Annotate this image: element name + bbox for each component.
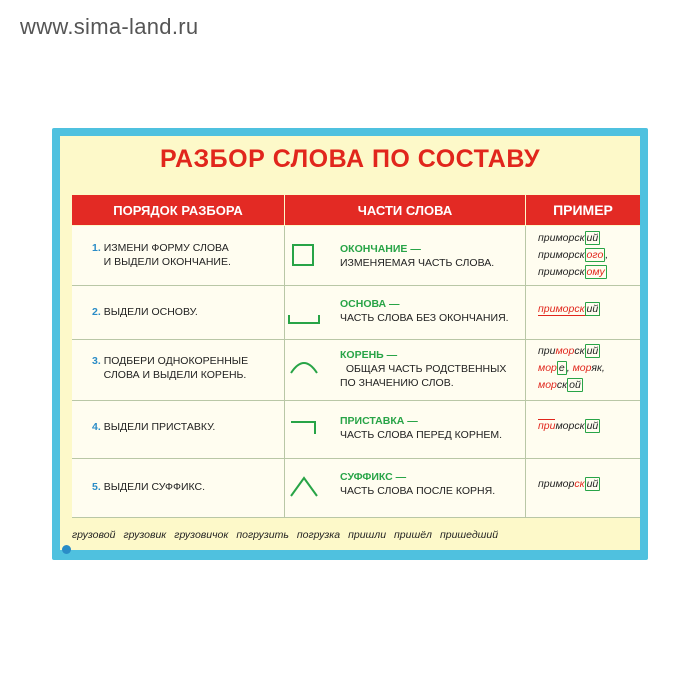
step-text [92, 354, 248, 382]
word-example: пришли [348, 529, 387, 541]
corner-icon [287, 412, 321, 446]
bracket-icon [287, 295, 321, 329]
example-text: приморск ий приморск ого , приморск ому [538, 232, 609, 278]
example-text: приморск ий [538, 303, 599, 315]
step-number: 2. [92, 306, 101, 318]
part-desc: ОБЩАЯ ЧАСТЬ РОДСТВЕННЫХ [345, 363, 507, 375]
step-line: ВЫДЕЛИ СУФФИКС. [103, 481, 206, 493]
example-text: приморск ий [538, 420, 599, 432]
table-row [72, 458, 640, 518]
word-example: пришедший [439, 529, 499, 541]
step-number: 3. [92, 355, 101, 367]
step-line: ИЗМЕНИ ФОРМУ СЛОВА [103, 242, 229, 254]
part-text [340, 348, 506, 390]
poster-title: РАЗБОР СЛОВА ПО СОСТАВУ [159, 145, 541, 173]
part-text [340, 414, 502, 442]
site-watermark: www.sima-land.ru [20, 14, 199, 39]
step-number: 4. [92, 421, 101, 433]
part-text [340, 297, 509, 325]
part-desc: ЧАСТЬ СЛОВА БЕЗ ОКОНЧАНИЯ. [340, 312, 509, 324]
part-desc: ИЗМЕНЯЕМАЯ ЧАСТЬ СЛОВА. [340, 257, 495, 269]
word-examples-strip [72, 525, 640, 545]
step-line: И ВЫДЕЛИ ОКОНЧАНИЕ. [103, 256, 231, 268]
table-row [72, 226, 640, 286]
step-text [92, 305, 198, 319]
table-row [72, 339, 640, 401]
step-line: ВЫДЕЛИ ПРИСТАВКУ. [103, 421, 216, 433]
example-text: приморск ий [538, 478, 599, 490]
step-number: 5. [92, 481, 101, 493]
step-line: ПОДБЕРИ ОДНОКОРЕННЫЕ [103, 355, 249, 367]
word-example: грузовик [123, 529, 167, 541]
part-term: ОСНОВА — [340, 298, 400, 310]
square-icon [287, 239, 321, 273]
part-term: ОКОНЧАНИЕ — [340, 243, 421, 255]
publisher-logo-icon [62, 545, 71, 554]
step-text [92, 480, 205, 494]
column-divider [284, 226, 285, 518]
arc-icon [287, 349, 321, 383]
part-term: ПРИСТАВКА — [340, 415, 418, 427]
word-example: грузовичок [174, 529, 229, 541]
part-term: КОРЕНЬ — [340, 349, 398, 361]
header-parts: ЧАСТИ СЛОВА [285, 195, 525, 225]
step-text [92, 420, 215, 434]
caret-icon [287, 470, 321, 504]
analysis-table [72, 226, 640, 518]
example-text: приморск ий мор е , моряк, морск ой [538, 345, 605, 391]
step-line: ВЫДЕЛИ ОСНОВУ. [103, 306, 198, 318]
header-example: ПРИМЕР [526, 195, 640, 225]
step-line: СЛОВА И ВЫДЕЛИ КОРЕНЬ. [103, 369, 247, 381]
part-text [340, 470, 495, 498]
part-desc: ЧАСТЬ СЛОВА ПОСЛЕ КОРНЯ. [340, 485, 496, 497]
part-term: СУФФИКС — [340, 471, 407, 483]
word-example: погрузка [296, 529, 341, 541]
word-example: погрузить [236, 529, 289, 541]
part-text [340, 242, 494, 270]
step-number: 1. [92, 242, 101, 254]
part-desc: ЧАСТЬ СЛОВА ПЕРЕД КОРНЕМ. [340, 429, 503, 441]
part-desc: ПО ЗНАЧЕНИЮ СЛОВ. [340, 377, 454, 389]
step-text [92, 241, 231, 269]
word-example: грузовой [72, 529, 116, 541]
column-divider [525, 226, 526, 518]
header-order: ПОРЯДОК РАЗБОРА [72, 195, 284, 225]
table-row [72, 285, 640, 340]
word-example: пришёл [394, 529, 432, 541]
table-row [72, 400, 640, 459]
